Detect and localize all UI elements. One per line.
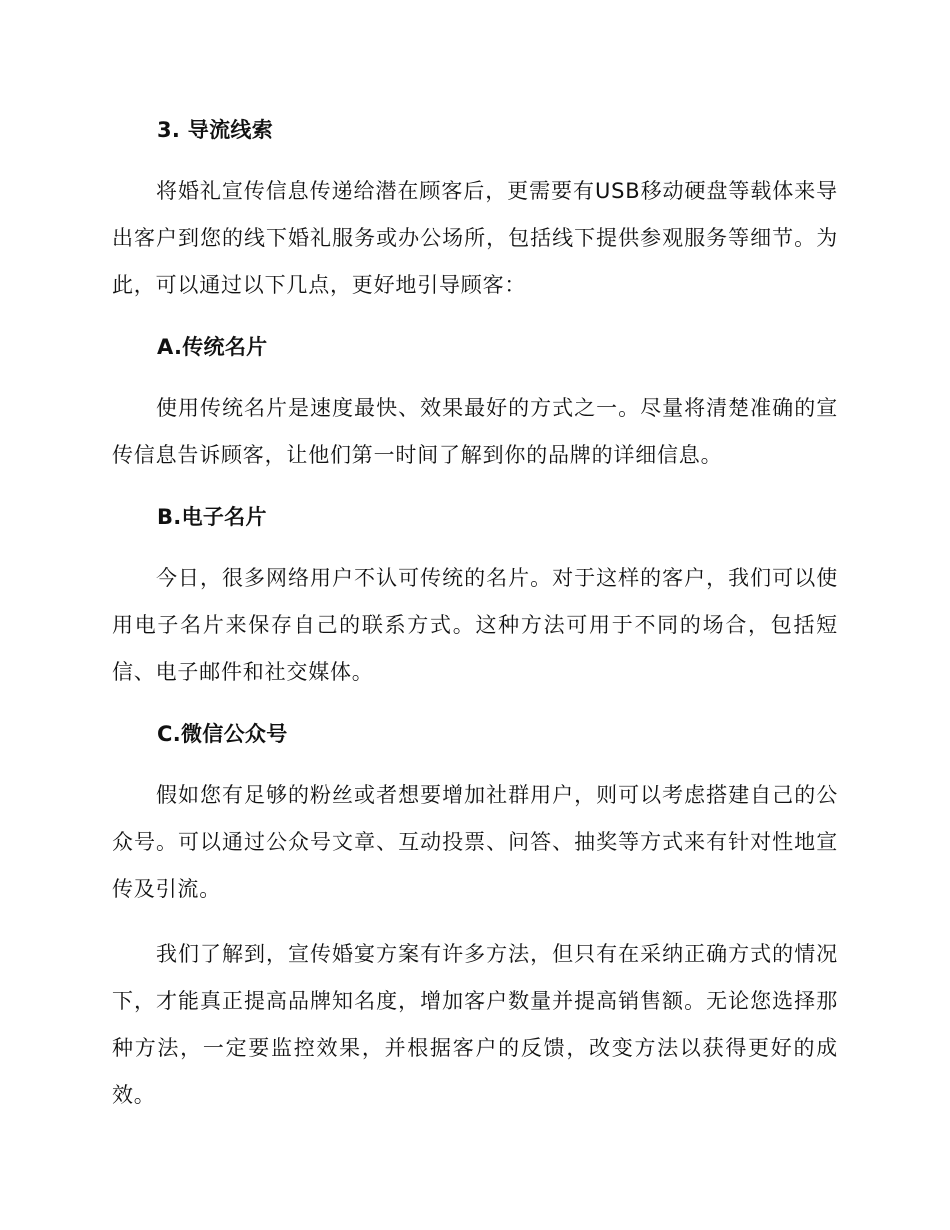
traditional-card-paragraph: 使用传统名片是速度最快、效果最好的方式之一。尽量将清楚准确的宣传信息告诉顾客，让他们第一时间了解到你的品牌的详细信息。 <box>112 396 838 467</box>
electronic-card-paragraph: 今日，很多网络用户不认可传统的名片。对于这样的客户，我们可以使用电子名片来保存自己的联系方式。这种方法可用于不同的场合，包括短信、电子邮件和社交媒体。 <box>112 566 838 684</box>
subheading-traditional-card: A.传统名片 <box>157 335 268 359</box>
intro-paragraph: 将婚礼宣传信息传递给潜在顾客后，更需要有USB移动硬盘等载体来导出客户到您的线下婚礼服务或办公场所，包括线下提供参观服务等细节。为此，可以通过以下几点，更好地引导顾客： <box>112 179 838 297</box>
subheading-wechat-account: C.微信公众号 <box>157 722 288 746</box>
section-heading-lead-generation: 3. 导流线索 <box>157 118 273 142</box>
wechat-account-paragraph: 假如您有足够的粉丝或者想要增加社群用户，则可以考虑搭建自己的公众号。可以通过公众号文章、互动投票、问答、抽奖等方式来有针对性地宣传及引流。 <box>112 783 838 901</box>
document-body <box>112 110 838 1137</box>
subheading-electronic-card: B.电子名片 <box>157 505 267 529</box>
conclusion-paragraph: 我们了解到，宣传婚宴方案有许多方法，但只有在采纳正确方式的情况下，才能真正提高品牌知名度，增加客户数量并提高销售额。无论您选择那种方法，一定要监控效果，并根据客户的反馈，改变方法以获得更好的成效。 <box>112 942 838 1107</box>
